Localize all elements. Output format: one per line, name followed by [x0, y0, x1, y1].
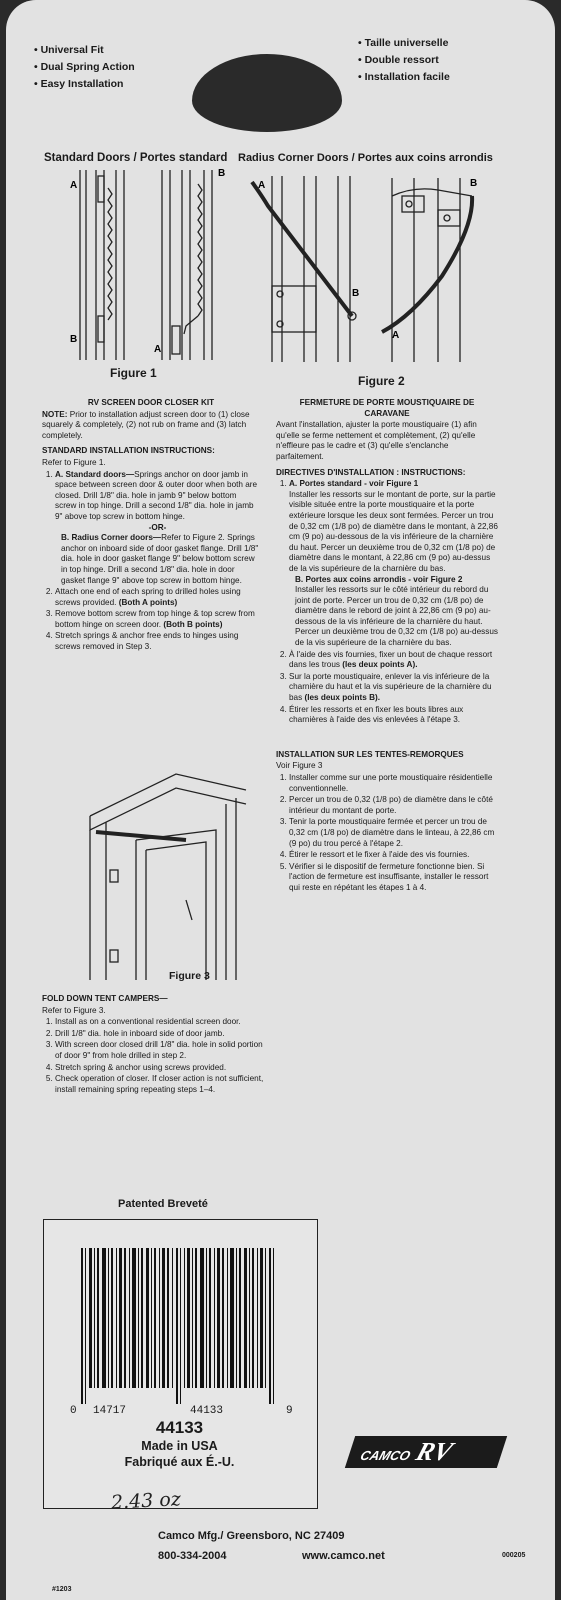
list-item: 2. Percer un trou de 0,32 (1/8 po) de diamètre dans le côté intérieur du montant de porte.	[289, 795, 498, 816]
list-item: 2. À l'aide des vis fournies, fixer un bout de chaque ressort dans les trous (les deux points A).	[289, 650, 498, 671]
feature-item: • Easy Installation	[34, 78, 124, 90]
figure-2-illustration	[242, 166, 492, 366]
label-a: A	[154, 344, 162, 355]
package-card	[6, 0, 555, 1600]
french-title: FERMETURE DE PORTE MOUSTIQUAIRE DE CARAVANE	[299, 398, 475, 418]
list-item: 4. Étirer le ressort et le fixer à l'aide des vis fournies.	[289, 850, 498, 861]
refer-figure-1: Refer to Figure 1.	[42, 457, 106, 467]
list-item: 4. Stretch springs & anchor free ends to hinges using screws removed in Step 3.	[55, 631, 260, 652]
list-item: 4. Stretch spring & anchor using screws provided.	[55, 1063, 268, 1074]
phone-number: 800-334-2004	[158, 1550, 227, 1562]
list-item: 3. Remove bottom screw from top hinge & top screw from bottom hinge on screen door. (Both B points)	[55, 609, 260, 630]
label-a: A	[392, 330, 400, 341]
refer-figure-3: Refer to Figure 3.	[42, 1005, 106, 1015]
label-a: A	[70, 180, 78, 191]
list-item: 1. Installer comme sur une porte moustiquaire résidentielle conventionnelle.	[289, 773, 498, 794]
features-fr	[358, 35, 450, 86]
feature-item: • Taille universelle	[358, 37, 449, 49]
barcode-digits-left: 14717	[93, 1405, 127, 1417]
feature-item: • Installation facile	[358, 71, 450, 83]
french-dir-heading: DIRECTIVES D'INSTALLATION : INSTRUCTIONS:	[276, 467, 466, 477]
french-refer-3: Voir Figure 3	[276, 761, 323, 771]
french-steps	[276, 479, 498, 726]
hang-hole	[192, 54, 342, 132]
label-b: B	[352, 288, 360, 299]
barcode	[81, 1248, 281, 1404]
figure-header-right: Radius Corner Doors / Portes aux coins arrondis	[238, 152, 493, 164]
french-tent-heading: INSTALLATION SUR LES TENTES-REMORQUES	[276, 749, 464, 759]
features-en	[34, 42, 135, 93]
barcode-digit: 9	[286, 1405, 293, 1417]
camco-logo: CAMCORV	[345, 1436, 507, 1468]
note: NOTE: Prior to installation adjust screen door to (1) close squarely & completely, (2) not rub on frame and (3) latch completely.	[42, 409, 250, 440]
std-heading: STANDARD INSTALLATION INSTRUCTIONS:	[42, 446, 215, 456]
product-number: 44133	[155, 1418, 204, 1437]
french-tent-steps	[276, 773, 498, 894]
label-b: B	[470, 178, 478, 189]
figure-header-left: Standard Doors / Portes standard	[44, 152, 228, 164]
handwritten-weight: 2.43 oz	[110, 1488, 182, 1514]
list-item: 1. A. Standard doors—Springs anchor on door jamb in space between screen door & outer door when both are closed. Drill 1/8" dia. hole in jamb 9" below bottom screw in top hinge. Drill a second 1/8" dia. hole in jamb 9" above top screw in bottom hinge. -OR- B. Radius Corner doors—Refer to Figure 2. Springs anchor on inboard side of door gasket flange. Drill 1/8" dia. hole in door gasket flange 9" below bottom screw in top hinge. Drill a second 1/8" dia. hole in door gasket flange 9" above top screw in bottom hinge.	[55, 470, 260, 587]
company-address: Camco Mfg./ Greensboro, NC 27409	[158, 1530, 345, 1542]
english-tent-instructions	[42, 994, 268, 1096]
list-item: 3. Sur la porte moustiquaire, enlever la vis inférieure de la charnière du haut et la vis supérieure de la charnière du bas (les deux points B).	[289, 672, 498, 704]
french-intro: Avant l'installation, ajuster la porte moustiquaire (1) afin qu'elle se ferme nettement et complètement, (2) qu'elle n'effleure pas le cadre et (3) qu'elle s'enclanche parfaitement.	[276, 420, 477, 461]
english-steps	[42, 470, 260, 653]
barcode-digits-right: 44133	[190, 1405, 224, 1417]
website: www.camco.net	[302, 1550, 385, 1562]
list-item: 5. Vérifier si le dispositif de fermeture fonctionne bien. Si l'action de fermeture est insuffisante, installer le ressort qui reste en répétant les étapes 1 à 4.	[289, 862, 498, 894]
list-item: 5. Check operation of closer. If closer action is not sufficient, install remaining spring repeating steps 1–4.	[55, 1074, 268, 1095]
code-right: 000205	[502, 1552, 526, 1559]
english-title: RV SCREEN DOOR CLOSER KIT	[87, 398, 215, 407]
patent-label: Patented Breveté	[118, 1198, 208, 1210]
tent-heading: FOLD DOWN TENT CAMPERS—	[42, 994, 168, 1003]
made-in-usa-fr: Fabriqué aux É.-U.	[124, 1455, 235, 1469]
list-item: 3. Tenir la porte moustiquaire fermée et percer un trou de 0,32 cm (1/8 po) de diamètre dans le linteau, à 22,86 cm (9 po) du trou percé à l'étape 2.	[289, 817, 498, 849]
list-item: 4. Étirer les ressorts et en fixer les bouts libres aux charnières à l'aide des vis enlevées à l'étape 3.	[289, 705, 498, 726]
english-instructions	[42, 398, 260, 654]
figure-1-caption: Figure 1	[110, 366, 157, 380]
figure-1-illustration	[58, 166, 236, 362]
label-b: B	[218, 168, 226, 179]
label-b: B	[70, 334, 78, 345]
list-item: 1. Install as on a conventional residential screen door.	[55, 1017, 268, 1028]
feature-item: • Dual Spring Action	[34, 61, 135, 73]
label-a: A	[258, 180, 266, 191]
figure-3-illustration	[76, 770, 248, 990]
barcode-digit: 0	[70, 1405, 77, 1417]
made-in-usa: Made in USA	[141, 1439, 218, 1453]
list-item: 3. With screen door closed drill 1/8" dia. hole in solid portion of door 9" from hole drilled in step 2.	[55, 1040, 268, 1061]
french-instructions	[276, 398, 498, 895]
list-item: 2. Attach one end of each spring to drilled holes using screws provided. (Both A points)	[55, 587, 260, 608]
list-item: 2. Drill 1/8" dia. hole in inboard side of door jamb.	[55, 1029, 268, 1040]
code-left: #1203	[52, 1586, 72, 1593]
list-item: 1. A. Portes standard - voir Figure 1 Installer les ressorts sur le montant de porte, sur la partie visible située entre la porte moustiquaire et la porte extérieure lorsque les deux sont fermées. Percer un trou de 0,32 cm (1/8 po) de diamètre dans le montant, à 22,86 cm (9 po) au-dessous de la vis inférieure de la charnière du haut. Percer un deuxième trou de 0,32 cm (1/8 po) de diamètre dans le montant, à 22,86 cm (9 po) au-dessus de la vis supérieure de la charnière du bas. B. Portes aux coins arrondis - voir Figure 2 Installer les ressorts sur le côté intérieur du rebord du joint de porte. Percer un trou de 0,32 cm (1/8 po) de diamètre dans le rebord de joint à 22,86 cm (9 po) au-dessous de la vis inférieure de la charnière du haut. Percer un deuxième trou de 0,32 cm (1/8 po) au-dessus de la vis supérieure de la charnière du bas.	[289, 479, 498, 649]
figure-3-caption: Figure 3	[169, 970, 210, 982]
english-tent-steps	[42, 1017, 268, 1095]
figure-2-caption: Figure 2	[358, 374, 405, 388]
feature-item: • Double ressort	[358, 54, 439, 66]
feature-item: • Universal Fit	[34, 44, 104, 56]
